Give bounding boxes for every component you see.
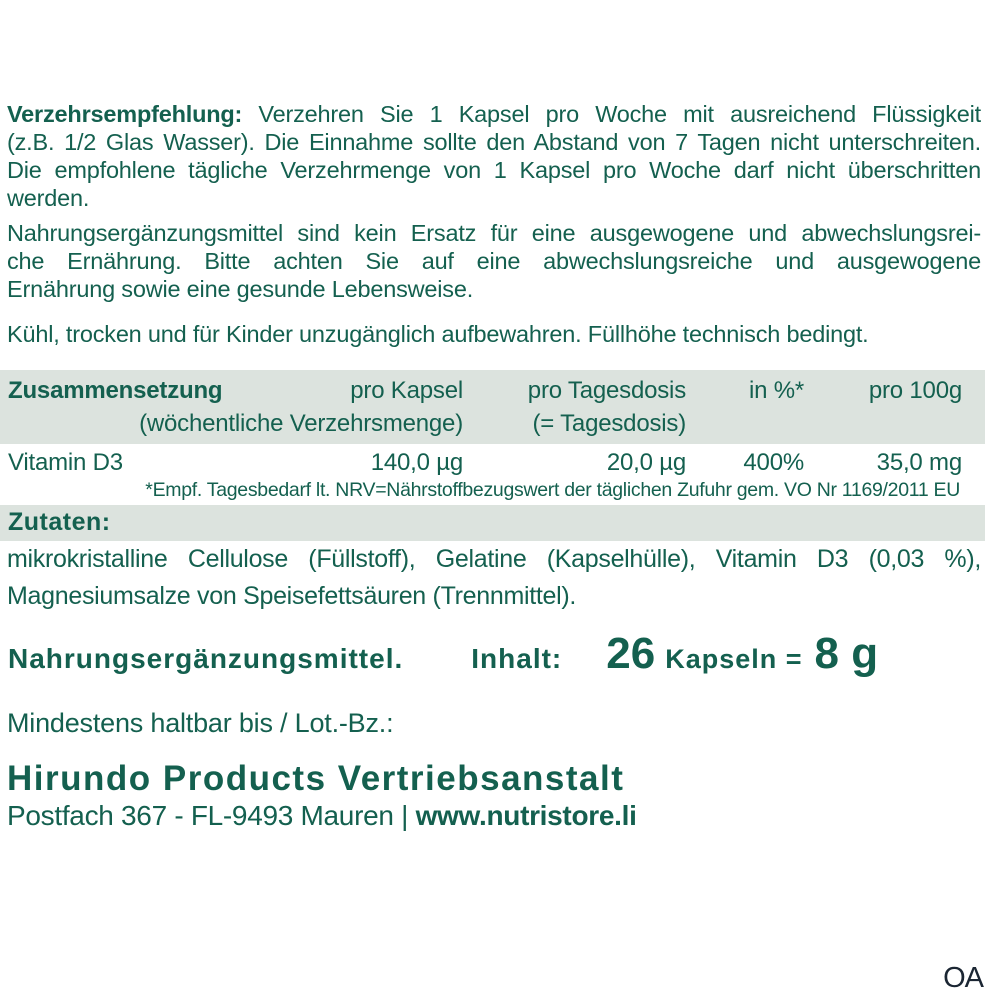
capsule-unit: Kapseln = bbox=[665, 644, 803, 674]
diet-note-line: Nahrungsergänzungsmittel sind kein Ersatz für eine ausgewogene und abwechslungsrei- bbox=[7, 220, 981, 246]
col-per-day: pro Tagesdosis bbox=[527, 377, 686, 404]
category-label: Nahrungsergänzungsmittel. bbox=[8, 643, 404, 674]
composition-title: Zusammensetzung bbox=[8, 377, 223, 404]
capsule-count: 26 bbox=[606, 629, 656, 678]
subheader-daily: (= Tagesdosis) bbox=[532, 410, 686, 437]
usage-line bbox=[7, 100, 981, 128]
usage-heading: Verzehrsempfehlung: bbox=[7, 101, 243, 127]
usage-line: werden. bbox=[7, 185, 90, 211]
contents-label: Inhalt: bbox=[471, 643, 563, 674]
usage-line: Die empfohlene tägliche Verzehrmenge von 1 Kapsel pro Woche darf nicht überschritten bbox=[7, 157, 981, 183]
composition-header bbox=[0, 370, 985, 440]
company-website: www.nutristore.li bbox=[415, 800, 637, 831]
value-per-100g: 35,0 mg bbox=[876, 449, 962, 476]
table-row bbox=[8, 446, 962, 479]
usage-paragraph bbox=[7, 100, 981, 212]
value-per-capsule: 140,0 µg bbox=[370, 449, 463, 476]
usage-line: (z.B. 1/2 Glas Wasser). Die Einnahme sollte den Abstand von 7 Tagen nicht unterschreiten. bbox=[7, 129, 981, 155]
nrv-footnote: *Empf. Tagesbedarf lt. NRV=Nährstoffbezugswert der täglichen Zufuhr gem. VO Nr 1169/2011 EU bbox=[145, 479, 960, 501]
contents-row bbox=[8, 629, 960, 679]
subheader-weekly: (wöchentliche Verzehrsmenge) bbox=[139, 410, 463, 437]
diet-note-line: Ernährung sowie eine gesunde Lebensweise. bbox=[7, 276, 474, 302]
ingredients-heading: Zutaten: bbox=[8, 508, 111, 536]
ingredients-line: Magnesiumsalze von Speisefettsäuren (Trennmittel). bbox=[7, 582, 577, 610]
ingredients-heading-band bbox=[0, 505, 985, 541]
diet-note-line: che Ernährung. Bitte achten Sie auf eine abwechslungsreiche und ausgewogene bbox=[7, 248, 981, 274]
diet-note-paragraph bbox=[7, 219, 981, 303]
composition-header-band bbox=[0, 370, 985, 444]
ingredients-list bbox=[7, 541, 981, 615]
col-percent: in %* bbox=[748, 377, 804, 404]
storage-note: Kühl, trocken und für Kinder unzugänglich aufbewahren. Füllhöhe technisch bedingt. bbox=[7, 321, 869, 347]
value-percent: 400% bbox=[743, 449, 804, 476]
ingredients-line: mikrokristalline Cellulose (Füllstoff), Gelatine (Kapselhülle), Vitamin D3 (0,03 %), bbox=[7, 545, 981, 573]
col-per-capsule: pro Kapsel bbox=[350, 377, 463, 404]
col-per-100g: pro 100g bbox=[868, 377, 962, 404]
company-address bbox=[7, 800, 981, 832]
net-weight: 8 g bbox=[814, 629, 879, 678]
value-per-day: 20,0 µg bbox=[606, 449, 686, 476]
best-before-label: Mindestens haltbar bis / Lot.-Bz.: bbox=[7, 708, 394, 738]
usage-line-text: Verzehren Sie 1 Kapsel pro Woche mit ausreichend Flüssigkeit bbox=[258, 101, 981, 127]
company-address-text: Postfach 367 - FL-9493 Mauren | bbox=[7, 800, 416, 831]
company-name: Hirundo Products Vertriebsanstalt bbox=[7, 759, 625, 798]
nutrient-name: Vitamin D3 bbox=[8, 449, 123, 476]
watermark-text: OA bbox=[943, 962, 983, 994]
